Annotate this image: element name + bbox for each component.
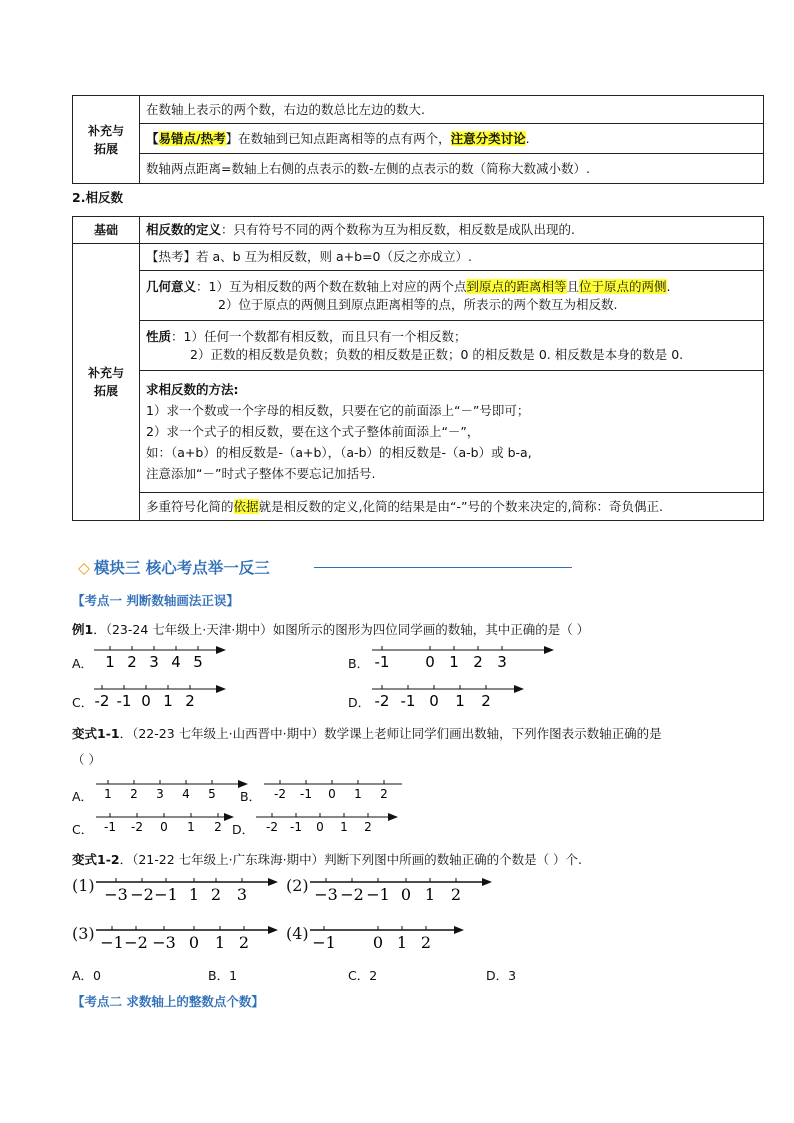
var11-option-d-label: D． <box>232 822 255 837</box>
tick-label: 4 <box>171 653 181 671</box>
module-title: 模块三 核心考点举一反三 <box>93 559 270 577</box>
tick-label: -1 <box>116 692 132 710</box>
tick-label: 0 <box>372 933 384 952</box>
tick-label: 2 <box>214 820 222 834</box>
ex1-option-a-label: A． <box>72 656 94 671</box>
table-cell-rule: 在数轴上表示的两个数，右边的数总比左边的数大. <box>140 96 764 124</box>
ex1-option-d-label: D． <box>348 695 371 710</box>
tick-label: 2 <box>420 933 432 952</box>
tick-label: −2 <box>124 933 148 952</box>
var12-figure-1-number-line[interactable] <box>96 874 280 904</box>
module-divider <box>314 567 572 568</box>
variant-1-1-paren: （ ） <box>72 752 101 767</box>
tick-label: 1 <box>354 787 362 801</box>
table-cell-hot-point: 【易错点/热考】在数轴到已知点距离相等的点有两个，注意分类讨论. <box>140 124 764 154</box>
tick-label: 0 <box>188 933 200 952</box>
table-cell-geometric-meaning: 几何意义：1）互为相反数的两个数在数轴上对应的两个点到原点的距离相等且位于原点的两侧. 2）位于原点的两侧且到原点距离相等的点，所表示的两个数互为相反数. <box>140 271 764 321</box>
tick-label: -2 <box>131 820 143 834</box>
tick-label: -1 <box>104 820 116 834</box>
tick-label: 1 <box>396 933 408 952</box>
tick-label: 0 <box>425 653 435 671</box>
var11-option-c-label: C． <box>72 822 94 837</box>
var11-option-d-number-line[interactable] <box>256 811 400 835</box>
ex1-option-c-number-line[interactable] <box>94 683 228 710</box>
tick-label: -1 <box>374 653 390 671</box>
tick-label: −1 <box>312 933 336 952</box>
variant-1-1-question: 变式1-1．（22-23 七年级上·山西晋中·期中）数学课上老师让同学们画出数轴，下列作图表示数轴正确的是 <box>72 726 662 741</box>
tick-label: 2 <box>481 692 491 710</box>
tick-label: -2 <box>266 820 278 834</box>
axis-arrow-icon <box>544 646 554 654</box>
tick-label: 2 <box>210 885 222 904</box>
opposites-table <box>72 216 764 521</box>
tick-label: −2 <box>340 885 364 904</box>
table-cell-method: 求相反数的方法: 1）求一个数或一个字母的相反数，只要在它的前面添上“－”号即可； 2）求一个式子的相反数，要在这个式子整体前面添上“－”， 如：（a+b）的相反数是-（a+b），（a-b）的相反数是-（a-b）或 b-a, 注意添加“－”时式子整体不要忘记加括号. <box>140 371 764 493</box>
tick-label: −1 <box>100 933 124 952</box>
tick-label: 3 <box>156 787 164 801</box>
table-cell-definition: 相反数的定义：只有符号不同的两个数称为互为相反数，相反数是成队出现的. <box>140 217 764 244</box>
tick-label: 1 <box>455 692 465 710</box>
tick-label: 2 <box>130 787 138 801</box>
tick-label: 2 <box>473 653 483 671</box>
supplement-table <box>72 95 764 184</box>
tick-label: 3 <box>236 885 248 904</box>
tick-label: 0 <box>316 820 324 834</box>
table-cell-multiple-signs: 多重符号化简的依据就是相反数的定义,化简的结果是由“-”号的个数来决定的,简称：奇负偶正. <box>140 493 764 521</box>
tick-label: 3 <box>497 653 507 671</box>
ex1-option-b-label: B． <box>348 656 370 671</box>
tick-label: -2 <box>94 692 110 710</box>
var12-choice-d[interactable]: D．3 <box>486 968 517 983</box>
ex1-option-b-number-line[interactable] <box>372 644 556 671</box>
tick-label: 0 <box>429 692 439 710</box>
var11-option-a-label: A． <box>72 789 94 804</box>
var11-option-b-label: B． <box>240 789 262 804</box>
axis-arrow-icon <box>454 926 464 934</box>
tick-label: -1 <box>400 692 416 710</box>
axis-arrow-icon <box>268 926 278 934</box>
tick-label: 0 <box>160 820 168 834</box>
kaodian-one-title: 【考点一 判断数轴画法正误】 <box>72 593 239 608</box>
var12-choice-a[interactable]: A．0 <box>72 968 102 983</box>
table-cell-properties: 性质：1）任何一个数都有相反数，而且只有一个相反数； 2）正数的相反数是负数；负数的相反数是正数；0 的相反数是 0. 相反数是本身的数是 0. <box>140 321 764 371</box>
var11-option-a-number-line[interactable] <box>96 778 250 802</box>
tick-label: 0 <box>328 787 336 801</box>
var11-option-c-number-line[interactable] <box>96 811 236 835</box>
tick-label: 1 <box>449 653 459 671</box>
table-label-basic: 基础 <box>73 217 140 244</box>
tick-label: 1 <box>424 885 436 904</box>
tick-label: −1 <box>366 885 390 904</box>
tick-label: 1 <box>105 653 115 671</box>
tick-label: −3 <box>152 933 176 952</box>
var12-figure-3-number-line[interactable] <box>96 922 280 952</box>
table-label-extension: 补充与 拓展 <box>73 244 140 521</box>
tick-label: 1 <box>214 933 226 952</box>
ex1-option-d-number-line[interactable] <box>372 683 526 710</box>
tick-label: −1 <box>154 885 178 904</box>
section-title-opposites: 2.相反数 <box>72 190 123 205</box>
var12-figure-2-number-line[interactable] <box>310 874 494 904</box>
table-cell-hot-exam: 【热考】若 a、b 互为相反数，则 a+b=0（反之亦成立）. <box>140 244 764 271</box>
tick-label: 1 <box>340 820 348 834</box>
var12-choice-c[interactable]: C．2 <box>348 968 378 983</box>
module-header <box>78 556 270 578</box>
tick-label: 5 <box>193 653 203 671</box>
tick-label: 2 <box>238 933 250 952</box>
var12-choice-b[interactable]: B．1 <box>208 968 238 983</box>
var12-figure-3-label: (3) <box>72 924 95 943</box>
tick-label: 1 <box>187 820 195 834</box>
ex1-option-a-number-line[interactable] <box>94 644 228 671</box>
tick-label: 2 <box>450 885 462 904</box>
axis-arrow-icon <box>216 685 226 693</box>
tick-label: 3 <box>149 653 159 671</box>
tick-label: −3 <box>314 885 338 904</box>
tick-label: −3 <box>104 885 128 904</box>
tick-label: 5 <box>208 787 216 801</box>
tick-label: 0 <box>400 885 412 904</box>
tick-label: 2 <box>364 820 372 834</box>
tick-label: -2 <box>374 692 390 710</box>
axis-arrow-icon <box>482 878 492 886</box>
example-1-question: 例1．（23-24 七年级上·天津·期中）如图所示的图形为四位同学画的数轴，其中正确的是（ ） <box>72 622 590 637</box>
variant-1-2-question: 变式1-2．（21-22 七年级上·广东珠海·期中）判断下列图中所画的数轴正确的个数是（ ）个. <box>72 852 583 867</box>
tick-label: −2 <box>130 885 154 904</box>
tick-label: 2 <box>380 787 388 801</box>
tick-label: 4 <box>182 787 190 801</box>
table-label-supplement: 补充与 拓展 <box>73 96 140 184</box>
tick-label: 1 <box>104 787 112 801</box>
var12-figure-4-number-line[interactable] <box>310 922 466 952</box>
tick-label: 1 <box>188 885 200 904</box>
diamond-icon: ◇ <box>78 559 90 577</box>
kaodian-two-title: 【考点二 求数轴上的整数点个数】 <box>72 994 264 1009</box>
ex1-option-c-label: C． <box>72 695 94 710</box>
tick-label: -1 <box>290 820 302 834</box>
var12-figure-4-label: (4) <box>286 924 309 943</box>
tick-label: -1 <box>300 787 312 801</box>
tick-label: 2 <box>185 692 195 710</box>
var12-figure-2-label: (2) <box>286 876 309 895</box>
table-cell-distance: 数轴两点距离=数轴上右侧的点表示的数-左侧的点表示的数（简称大数减小数）. <box>140 154 764 184</box>
axis-arrow-icon <box>514 685 524 693</box>
tick-label: 1 <box>163 692 173 710</box>
var11-option-b-number-line[interactable] <box>264 778 408 802</box>
tick-label: 2 <box>127 653 137 671</box>
axis-arrow-icon <box>216 646 226 654</box>
var12-figure-1-label: (1) <box>72 876 95 895</box>
axis-arrow-icon <box>388 813 398 821</box>
tick-label: 0 <box>141 692 151 710</box>
tick-label: -2 <box>274 787 286 801</box>
axis-arrow-icon <box>268 878 278 886</box>
